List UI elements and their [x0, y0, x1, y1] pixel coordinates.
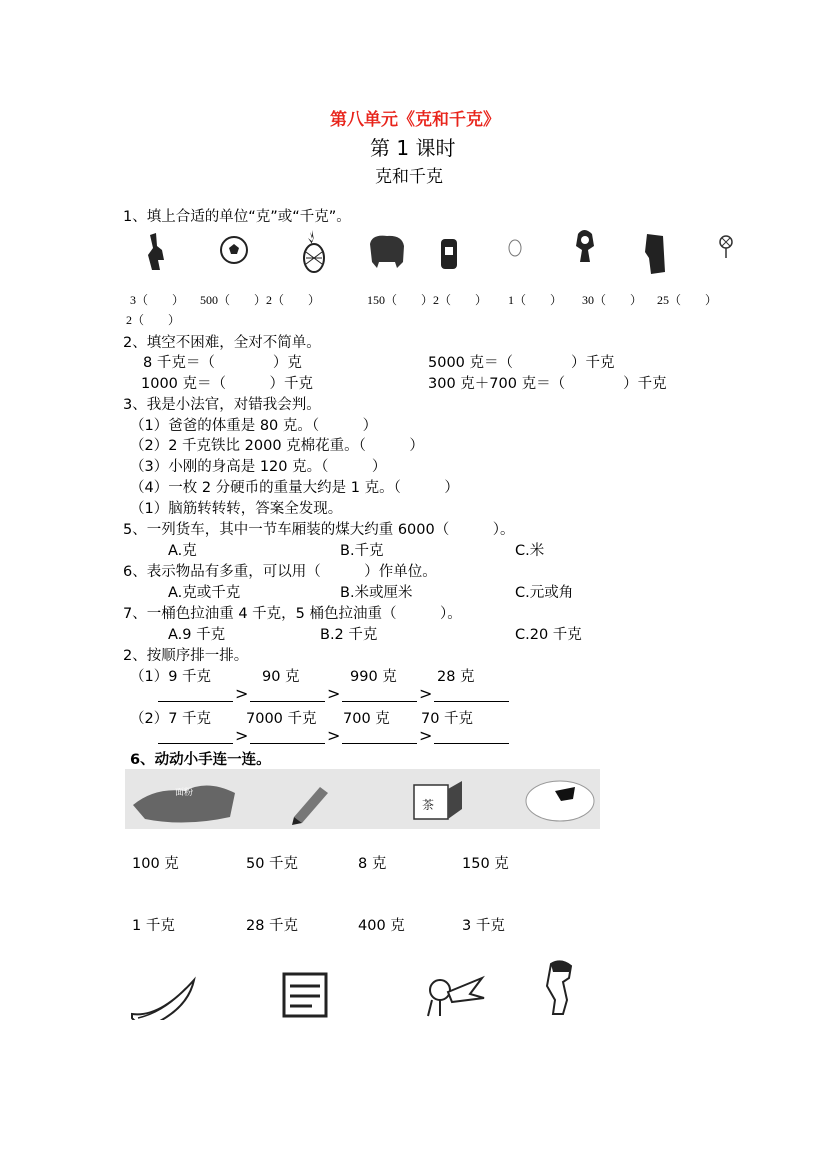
- q1-answer-3: 150（ ）2（ ）: [367, 293, 488, 307]
- q3-item-4: （4）一枚 2 分硬币的重量大约是 1 克。（ ）: [130, 480, 459, 496]
- q5-row1-label: （1）9 千克: [130, 669, 212, 685]
- topic-title: 克和千克: [375, 167, 443, 187]
- q5-row1-gt-3: >: [419, 684, 433, 703]
- pencil-icon: [292, 787, 328, 825]
- q1-icons: [125, 228, 745, 278]
- chair-icon: [645, 234, 665, 274]
- egg-icon: [509, 240, 521, 256]
- q1-answer-2: 500（ ）2（ ）: [200, 293, 321, 307]
- q5-row2-gt-2: >: [327, 726, 341, 745]
- q6-bottom-icons: [125, 958, 595, 1020]
- book-icon: [284, 974, 326, 1016]
- pineapple-icon: [304, 230, 324, 272]
- duck-icon: [428, 978, 484, 1016]
- q3-item-1: （1）爸爸的体重是 80 克。（ ）: [130, 418, 378, 434]
- q5-row1-blank-2[interactable]: [250, 701, 325, 702]
- q1-answer-5: 30（ ）: [582, 293, 643, 307]
- girl-icon: [576, 230, 594, 262]
- q1-answer-7: 2（ ）: [126, 313, 181, 327]
- q6-row2-val-3: 400 克: [358, 918, 405, 934]
- q4-item-5-opt-c: C.米: [515, 543, 545, 559]
- q1-prompt: 1、填上合适的单位“克”或“千克”。: [123, 209, 351, 225]
- q5-row2-val-3: 70 千克: [421, 711, 474, 727]
- q5-row2-blank-4[interactable]: [434, 743, 509, 744]
- q6-row1-val-4: 150 克: [462, 856, 509, 872]
- q5-row1-val-2: 990 克: [350, 669, 397, 685]
- q5-row1-blank-1[interactable]: [158, 701, 233, 702]
- q5-row1-val-3: 28 克: [437, 669, 475, 685]
- q5-row2-label: （2）7 千克: [130, 711, 212, 727]
- q5-row2-blank-2[interactable]: [250, 743, 325, 744]
- boy-icon: [547, 961, 571, 1014]
- rabbit-icon: [148, 233, 164, 270]
- q5-row1-gt-2: >: [327, 684, 341, 703]
- q4-item-5-opt-b: B.千克: [340, 543, 384, 559]
- q5-row2-gt-1: >: [235, 726, 249, 745]
- q5-row2-val-2: 700 克: [343, 711, 390, 727]
- q2-item-4: 300 克＋700 克＝（ ）千克: [428, 376, 667, 392]
- tea-bag-icon: [414, 781, 462, 819]
- lesson-title: 第 1 课时: [370, 136, 456, 160]
- q3-item-3: （3）小刚的身高是 120 克。（ ）: [130, 459, 387, 475]
- unit-title: 第八单元《克和千克》: [330, 110, 500, 130]
- q4-prompt: （1）脑筋转转转，答案全发现。: [130, 501, 343, 517]
- q2-item-2: 5000 克＝（ ）千克: [428, 355, 615, 371]
- q6-prompt: 6、动动小手连一连。: [130, 752, 271, 768]
- soccer-ball-icon: [221, 237, 247, 263]
- q6-row2-val-4: 3 千克: [462, 918, 505, 934]
- q1-answer-1: 3（ ）: [130, 293, 185, 307]
- q2-item-1: 8 千克＝（ ）克: [143, 355, 302, 371]
- q4-item-6-opt-b: B.米或厘米: [340, 585, 413, 601]
- q6-row2-val-1: 1 千克: [132, 918, 175, 934]
- q3-prompt: 3、我是小法官，对错我会判。: [123, 397, 321, 413]
- q5-row2-blank-3[interactable]: [342, 743, 417, 744]
- q1-answer-6: 25（ ）: [657, 293, 718, 307]
- q6-row1-val-1: 100 克: [132, 856, 179, 872]
- q6-row1-val-2: 50 千克: [246, 856, 299, 872]
- flour-sack-icon: [133, 785, 235, 822]
- bag-icon: [441, 239, 457, 269]
- q5-row1-val-1: 90 克: [262, 669, 300, 685]
- q4-item-7-opt-c: C.20 千克: [515, 627, 582, 643]
- q6-top-icons: [125, 769, 600, 829]
- q2-prompt: 2、填空不困难，全对不简单。: [123, 335, 321, 351]
- q5-row1-blank-3[interactable]: [342, 701, 417, 702]
- flour-label: 面粉: [175, 788, 194, 798]
- q5-row2-val-1: 7000 千克: [246, 711, 317, 727]
- q5-row1-gt-1: >: [235, 684, 249, 703]
- q4-item-6-opt-a: A.克或千克: [168, 585, 241, 601]
- q6-row2-val-2: 28 千克: [246, 918, 299, 934]
- q4-item-7-opt-a: A.9 千克: [168, 627, 226, 643]
- pig-icon: [370, 236, 404, 268]
- q4-item-7: 7、一桶色拉油重 4 千克，5 桶色拉油重（ ）。: [123, 606, 462, 622]
- q4-item-5-opt-a: A.克: [168, 543, 197, 559]
- q5-row2-blank-1[interactable]: [158, 743, 233, 744]
- tea-label: 茶: [422, 798, 435, 812]
- q4-item-6: 6、表示物品有多重，可以用（ ）作单位。: [123, 564, 437, 580]
- q4-item-6-opt-c: C.元或角: [515, 585, 574, 601]
- q5-row1-blank-4[interactable]: [434, 701, 509, 702]
- cotton-icon: [526, 781, 594, 821]
- q1-answer-4: 1（ ）: [508, 293, 563, 307]
- q6-row1-val-3: 8 克: [358, 856, 387, 872]
- q5-row2-gt-3: >: [419, 726, 433, 745]
- q5-prompt: 2、按顺序排一排。: [123, 648, 249, 664]
- banana-icon: [132, 980, 194, 1020]
- q3-item-2: （2）2 千克铁比 2000 克棉花重。（ ）: [130, 438, 424, 454]
- q4-item-5: 5、一列货车，其中一节车厢装的煤大约重 6000（ ）。: [123, 522, 515, 538]
- q2-item-3: 1000 克＝（ ）千克: [141, 376, 314, 392]
- q4-item-7-opt-b: B.2 千克: [320, 627, 378, 643]
- badminton-icon: [720, 236, 732, 258]
